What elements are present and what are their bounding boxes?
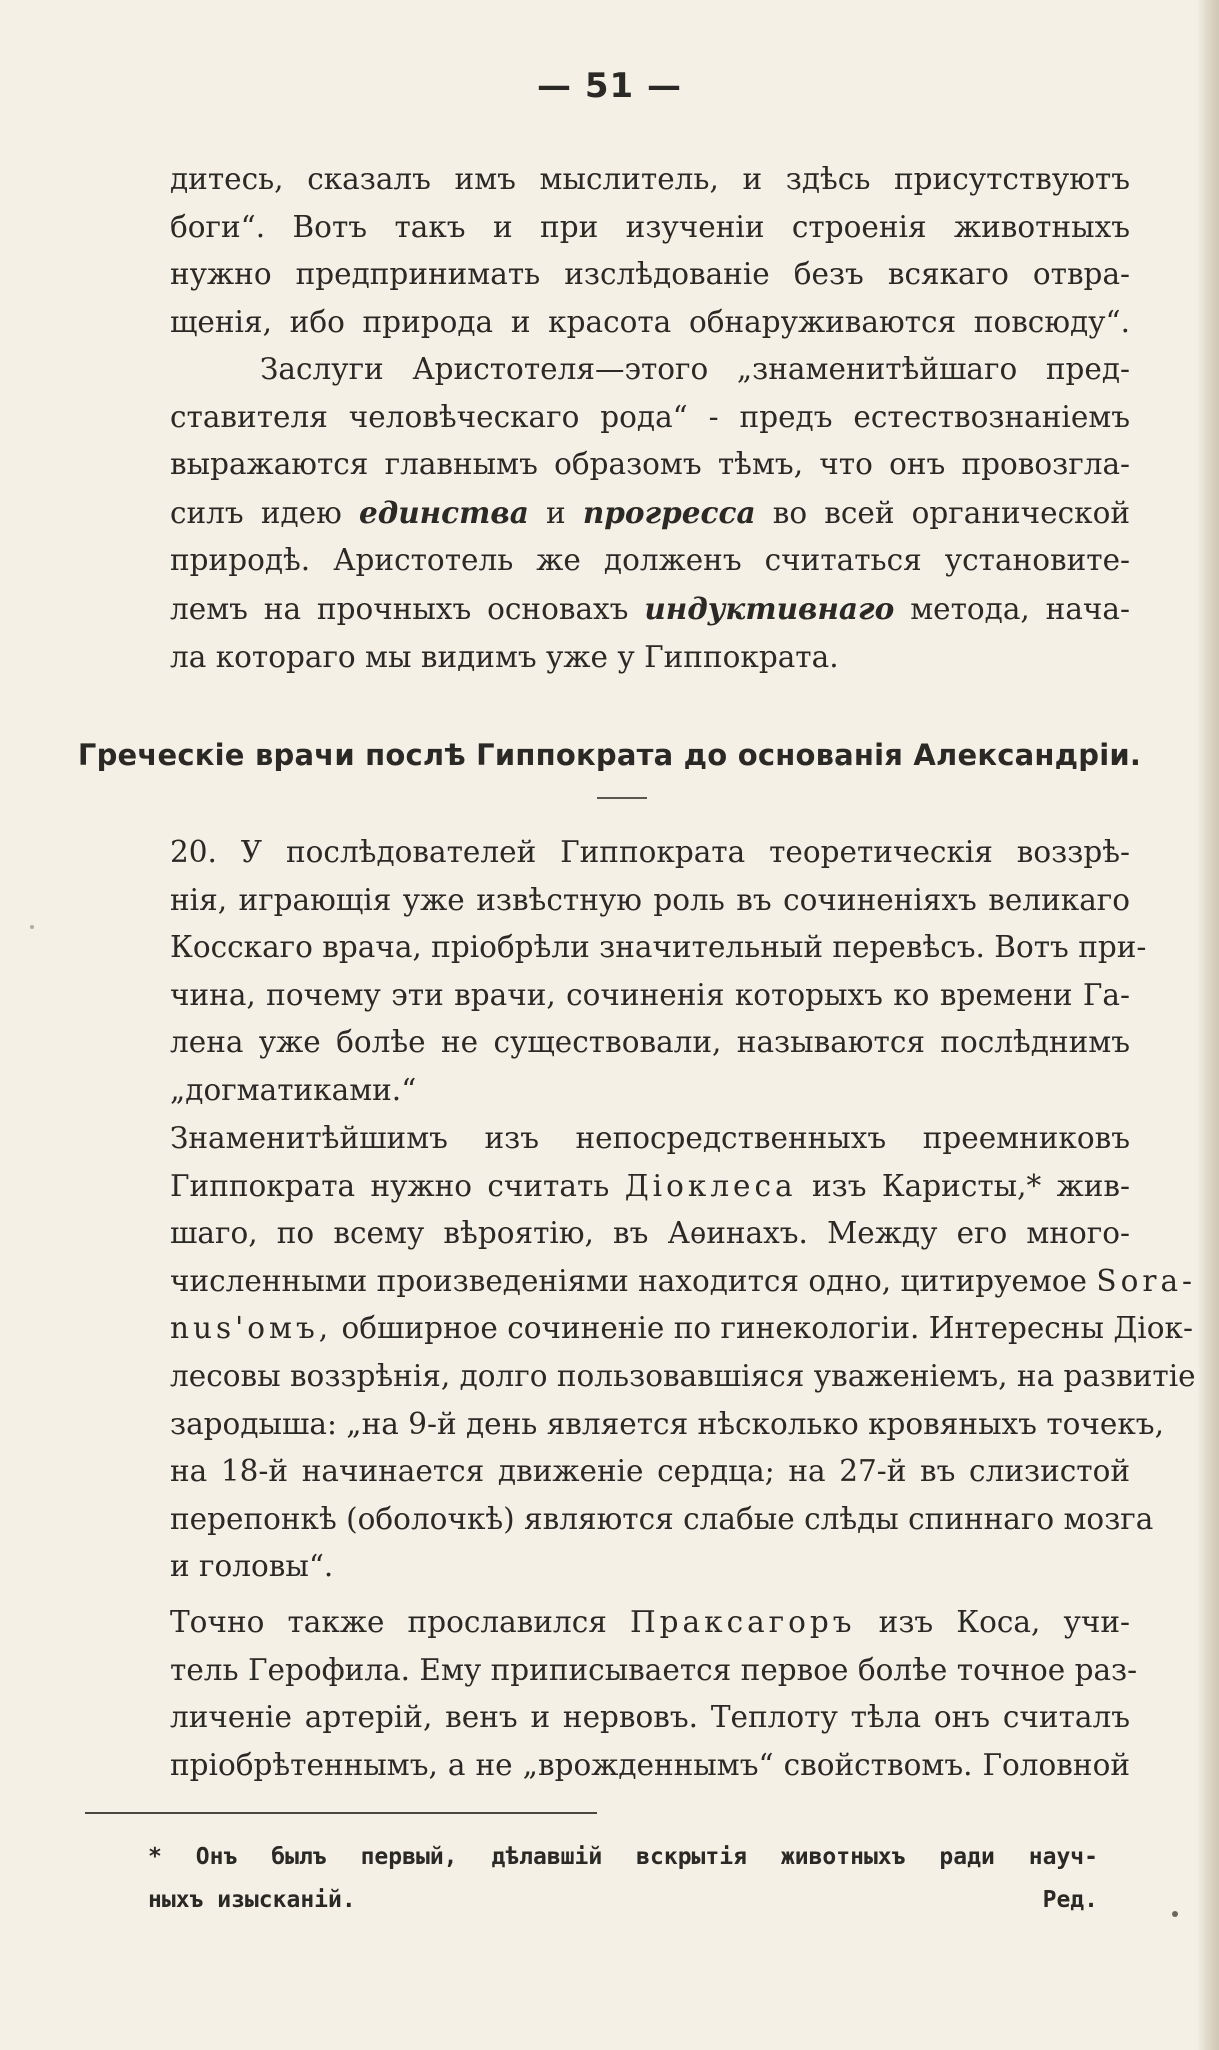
text-segment: изъ Каристы,* жив- bbox=[796, 1168, 1130, 1203]
text-line: личеніе артерій, венъ и нервовъ. Теплоту тѣла онъ считалъ bbox=[170, 1700, 1130, 1735]
text-line: Косскаго врача, пріобрѣли значительный перевѣсъ. Вотъ при- bbox=[170, 930, 1147, 965]
name-praxagoras: Праксагоръ bbox=[629, 1605, 856, 1639]
text-line: ла котораго мы видимъ уже у Гиппократа. bbox=[170, 639, 839, 674]
footnote-line bbox=[148, 1879, 1098, 1922]
text-line: на 18-й начинается движеніе сердца; на 27-й въ слизистой bbox=[170, 1454, 1130, 1489]
text-line: тель Герофила. Ему приписывается первое болѣе точное раз- bbox=[170, 1652, 1138, 1687]
text-segment: численными произведеніями находится одно, цитируемое bbox=[170, 1263, 1097, 1298]
text-line bbox=[170, 1305, 1193, 1353]
text-line: нужно предпринимать изслѣдованіе безъ всякаго отвра- bbox=[170, 257, 1130, 292]
text-segment: во всей органической bbox=[755, 495, 1130, 530]
text-segment: Точно также прославился bbox=[170, 1605, 630, 1639]
paper-speck bbox=[1172, 1911, 1178, 1917]
text-line: природѣ. Аристотель же долженъ считаться установите- bbox=[170, 543, 1130, 578]
text-segment: и bbox=[528, 495, 583, 530]
text-line bbox=[170, 585, 1130, 634]
text-line bbox=[170, 1599, 1130, 1647]
text-segment: Гиппократа нужно считать bbox=[170, 1168, 625, 1203]
paper-speck bbox=[30, 925, 34, 929]
text-line: лена уже болѣе не существовали, называются послѣднимъ bbox=[170, 1025, 1130, 1060]
page-number: — 51 — bbox=[537, 66, 682, 106]
name-soranus: Sora- bbox=[1096, 1263, 1197, 1298]
text-line: щенія, ибо природа и красота обнаруживаются повсюду“. bbox=[170, 304, 1130, 339]
section-title: Греческіе врачи послѣ Гиппократа до основанія Александріи. bbox=[77, 738, 1142, 772]
text-line: боги“. Вотъ такъ и при изученіи строенія животныхъ bbox=[170, 209, 1130, 244]
name-soranus-cont: nus'омъ, bbox=[170, 1311, 333, 1346]
paragraph-dogmatists bbox=[170, 829, 1147, 1115]
text-segment: лемъ на прочныхъ основахъ bbox=[170, 591, 645, 626]
text-line: дитесь, сказалъ имъ мыслитель, и здѣсь присутствуютъ bbox=[170, 162, 1130, 196]
name-diocles: Діоклеса bbox=[624, 1168, 797, 1203]
text-line: выражаются главнымъ образомъ тѣмъ, что онъ провозгла- bbox=[170, 447, 1130, 482]
text-line: Знаменитѣйшимъ изъ непосредственныхъ преемниковъ bbox=[170, 1121, 1130, 1155]
footnote-line: * Онъ былъ первый, дѣлавшій вскрытія животныхъ ради науч- bbox=[148, 1844, 1098, 1870]
footnote bbox=[148, 1836, 1098, 1922]
text-line: шаго, по всему вѣроятію, въ Аѳинахъ. Между его много- bbox=[170, 1216, 1130, 1251]
emphasis-unity: единства bbox=[358, 494, 529, 530]
paragraph-diocles bbox=[170, 1115, 1197, 1591]
text-line: зародыша: „на 9-й день является нѣсколько кровяныхъ точекъ, bbox=[170, 1406, 1164, 1441]
text-line: и головы“. bbox=[170, 1549, 334, 1584]
text-segment: метода, нача- bbox=[894, 591, 1130, 626]
text-line: перепонкѣ (оболочкѣ) являются слабые слѣды спиннаго мозга bbox=[170, 1501, 1154, 1536]
text-line: Заслуги Аристотеля—этого „знаменитѣйшаго пред- bbox=[260, 352, 1130, 386]
emphasis-inductive: индуктивнаго bbox=[644, 590, 895, 626]
title-divider bbox=[597, 797, 647, 799]
paragraph-aristotle bbox=[170, 346, 1130, 681]
footnote-rule bbox=[85, 1812, 597, 1814]
text-line: 20. У послѣдователей Гиппократа теоретическія воззрѣ- bbox=[170, 835, 1130, 869]
text-line: чина, почему эти врачи, сочиненія которыхъ ко времени Га- bbox=[170, 977, 1130, 1012]
text-line: нія, играющія уже извѣстную роль въ сочиненіяхъ великаго bbox=[170, 882, 1130, 917]
text-segment: обширное сочиненіе по гинекологіи. Интересны Діок- bbox=[332, 1311, 1193, 1346]
paragraph-praxagoras bbox=[170, 1599, 1138, 1789]
text-line: пріобрѣтеннымъ, а не „врожденнымъ“ свойствомъ. Головной bbox=[170, 1747, 1130, 1782]
text-line: „догматиками.“ bbox=[170, 1072, 417, 1107]
text-line bbox=[170, 489, 1130, 538]
page-edge-shadow bbox=[1197, 0, 1219, 2050]
text-segment: изъ Коса, учи- bbox=[855, 1605, 1130, 1639]
text-line bbox=[170, 1163, 1130, 1211]
editor-mark: Ред. bbox=[1042, 1887, 1098, 1913]
text-segment: силъ идею bbox=[170, 495, 359, 530]
footnote-text: ныхъ изысканій. bbox=[148, 1887, 356, 1913]
emphasis-progress: прогресса bbox=[582, 494, 756, 530]
text-line: лесовы воззрѣнія, долго пользовавшіяся уваженіемъ, на развитіе bbox=[170, 1358, 1196, 1393]
paragraph-continuation bbox=[170, 156, 1130, 346]
text-line: ставителя человѣческаго рода“ - предъ естествознаніемъ bbox=[170, 399, 1130, 434]
text-line bbox=[170, 1258, 1197, 1306]
